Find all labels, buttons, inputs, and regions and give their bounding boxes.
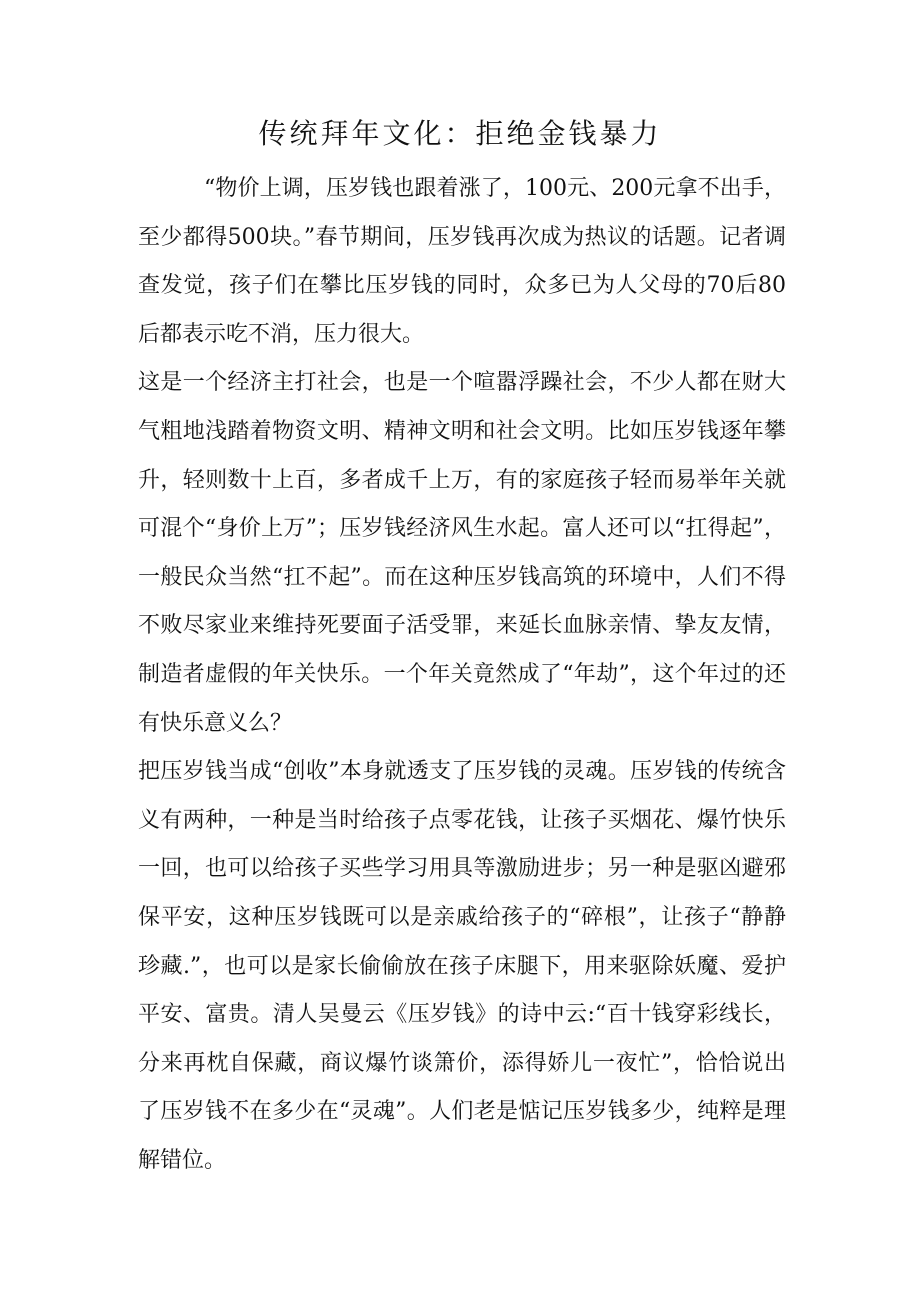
paragraph-society: 这是一个经济主打社会，也是一个喧嚣浮躁社会，不少人都在财大气粗地浅踏着物资文明、精神文明和社会文明。比如压岁钱逐年攀升，轻则数十上百，多者成千上万，有的家庭孩子轻而易举年关就可混个“身价上万”；压岁钱经济风生水起。富人还可以“扛得起”，一般民众当然“扛不起”。而在这种压岁钱高筑的环境中，人们不得不败尽家业来维持死要面子活受罪，来延长血脉亲情、挚友友情，制造者虚假的年关快乐。一个年关竟然成了“年劫”，这个年过的还有快乐意义么？ — [138, 370, 786, 736]
document-body — [138, 165, 786, 1185]
paragraph-tradition: 把压岁钱当成“创收”本身就透支了压岁钱的灵魂。压岁钱的传统含义有两种，一种是当时给孩子点零花钱，让孩子买烟花、爆竹快乐一回，也可以给孩子买些学习用具等激励进步；另一种是驱凶避邪保平安，这种压岁钱既可以是亲戚给孩子的“碎根”，让孩子“静静珍藏.”，也可以是家长偷偷放在孩子床腿下，用来驱除妖魔、爱护平安、富贵。清人吴曼云《压岁钱》的诗中云:“百十钱穿彩线长，分来再枕自保藏，商议爆竹谈箫价，添得娇儿一夜忙”，恰恰说出了压岁钱不在多少在“灵魂”。人们老是惦记压岁钱多少，纯粹是理解错位。 — [138, 759, 786, 1173]
document-title: 传统拜年文化：拒绝金钱暴力 — [258, 117, 662, 150]
paragraph-intro: “物价上调，压岁钱也跟着涨了，100元、200元拿不出手，至少都得500块。”春节期间，压岁钱再次成为热议的话题。记者调查发觉，孩子们在攀比压岁钱的同时，众多已为人父母的70后80后都表示吃不消，压力很大。 — [138, 176, 786, 347]
